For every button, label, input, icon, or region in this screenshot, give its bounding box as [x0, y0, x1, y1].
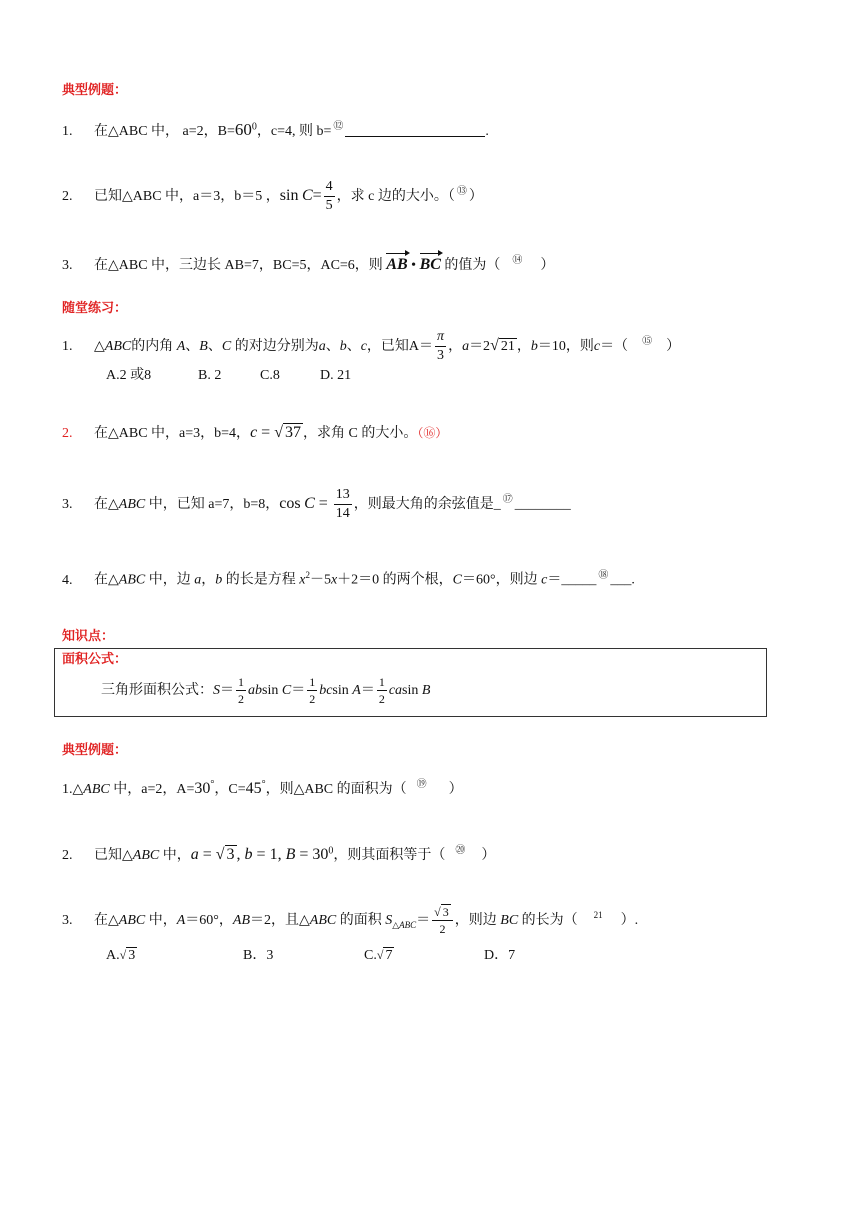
variable: a	[462, 339, 470, 354]
numerator: 1	[378, 675, 385, 690]
denominator: 2	[309, 692, 316, 707]
item-number: 1.	[62, 339, 73, 354]
degree-superscript: 0	[328, 845, 334, 857]
footnote-marker: ⑳	[455, 845, 466, 856]
text: 、	[207, 339, 222, 354]
option-b[interactable]: B．3	[243, 948, 274, 963]
denominator: 2	[378, 692, 385, 707]
text: ）	[468, 189, 483, 204]
text: ，则其面积等于（	[333, 848, 446, 863]
text: 的长为（	[518, 913, 578, 928]
degree-mark: °	[210, 779, 215, 790]
angle-value: 45	[245, 780, 262, 797]
item-number: 2.	[62, 426, 73, 441]
example-2	[62, 172, 483, 217]
text: =	[257, 424, 275, 441]
option-d[interactable]: D．7	[484, 948, 516, 963]
angle-value: 60	[234, 120, 252, 139]
variable: C	[301, 187, 313, 204]
text: ）	[666, 339, 681, 354]
section-heading-knowledge: 知识点：	[62, 629, 115, 644]
variable: C	[304, 495, 315, 512]
footnote-marker: （⑯）	[417, 426, 448, 440]
variable: C	[452, 572, 463, 588]
text: 的长是方程	[222, 572, 300, 588]
function-name: sin	[279, 187, 299, 204]
variable: x	[330, 572, 338, 588]
text: =	[198, 846, 216, 863]
text: －5	[309, 572, 331, 588]
text: =	[312, 187, 322, 204]
variable: B	[199, 339, 208, 354]
variable: ABC	[104, 339, 132, 354]
variable: c	[360, 339, 367, 354]
variable: B	[421, 683, 431, 698]
text: sin	[402, 683, 422, 698]
item-number: 2.	[62, 848, 73, 863]
text: sin	[262, 683, 282, 698]
text: =	[314, 495, 332, 512]
text: 三角形面积公式：	[101, 683, 213, 698]
practice-1: 1. △ABC的内角 A、B、C 的对边分别为a、b、c，已知A＝ $\frac{\pi}{3}$ ，a＝2√ 21 ，b＝10，则c＝（ ⑮ ）	[62, 322, 680, 367]
text: C.	[364, 948, 377, 963]
variable: A	[176, 913, 186, 928]
practice-2: 2. 在△ABC 中，a=3，b=4，c = √ 37 ，求角 C 的大小。（⑯）	[62, 424, 448, 441]
variable: ABC	[118, 497, 146, 512]
variable: ABC	[118, 913, 146, 928]
text: ,	[236, 846, 245, 863]
function-name: cos	[279, 495, 301, 512]
practice-3	[62, 480, 571, 525]
radicand: 3	[128, 948, 136, 963]
text: = 30	[295, 846, 329, 863]
denominator: 14	[335, 506, 350, 522]
example-3	[62, 252, 554, 275]
text: ＝60°，则边	[462, 572, 542, 588]
variable: b	[530, 339, 538, 354]
variable: b	[339, 339, 347, 354]
text: 中，	[145, 913, 177, 928]
text: ）	[448, 782, 463, 797]
answer-blank[interactable]: ___.	[610, 572, 635, 588]
text: 在△ABC 中，a=3，b=4，	[94, 426, 251, 441]
variable: c	[250, 424, 258, 441]
footnote-marker: ⑰	[502, 494, 513, 505]
numerator: 1	[309, 675, 316, 690]
radicand: 7	[385, 948, 393, 963]
option-c[interactable]: C.8	[260, 368, 280, 383]
formula-box-title: 面积公式：	[62, 652, 128, 667]
variable: C	[281, 683, 292, 698]
text: ，求 c 边的大小。（	[336, 189, 455, 204]
angle-value: 30	[194, 780, 211, 797]
fraction	[236, 676, 246, 705]
text: 在△	[94, 497, 119, 512]
example-2-3-options	[106, 946, 515, 965]
item-number: 3.	[62, 258, 73, 273]
example-2-3	[62, 895, 638, 945]
text: 的面积	[336, 913, 386, 928]
answer-blank[interactable]: ________	[514, 497, 571, 512]
variable: ABC	[132, 848, 160, 863]
text: ，	[448, 339, 463, 354]
fraction	[334, 488, 352, 521]
variable: b	[215, 572, 223, 588]
radicand: 21	[500, 339, 515, 354]
variable: a	[194, 572, 202, 588]
text: ，	[516, 339, 531, 354]
text: ，c=4, 则 b=	[256, 124, 332, 139]
text: 在△	[94, 913, 119, 928]
footnote-marker: ⑬	[456, 186, 467, 197]
text: ）.	[620, 913, 639, 928]
denominator: 5	[325, 198, 333, 214]
example-1	[62, 118, 489, 141]
text: 、	[185, 339, 200, 354]
text: 、	[346, 339, 361, 354]
degree-superscript: 0	[251, 121, 257, 133]
vector-ab: AB	[386, 256, 408, 273]
item-number: 3.	[62, 497, 73, 512]
variable: AB	[232, 913, 251, 928]
numerator: 13	[334, 488, 352, 505]
text: ，	[201, 572, 216, 588]
formula-box	[54, 648, 767, 717]
item-number: 3.	[62, 913, 73, 928]
text: ＋2＝0 的两个根，	[337, 572, 453, 588]
text: ＝（	[600, 339, 629, 354]
text: ＝	[360, 683, 375, 698]
text: 的内角	[131, 339, 177, 354]
radicand: 37	[284, 424, 301, 441]
answer-blank[interactable]	[345, 122, 485, 137]
text: A.	[106, 948, 120, 963]
option-b[interactable]: B. 2	[198, 368, 222, 383]
text: = 1,	[252, 846, 286, 863]
radicand: 3	[442, 905, 449, 920]
footnote-marker: ⑲	[416, 779, 427, 790]
text: ，则△ABC 的面积为（	[265, 782, 407, 797]
text: 中，边	[145, 572, 195, 588]
footnote-marker: ⑮	[642, 336, 653, 347]
area-formula	[101, 671, 430, 711]
variable: ab	[248, 683, 262, 698]
degree-mark: °	[261, 779, 266, 790]
numerator: π	[435, 330, 446, 347]
variable: bc	[319, 683, 333, 698]
text: ）	[540, 258, 555, 273]
variable: B	[285, 846, 296, 863]
fraction	[377, 676, 387, 705]
text: ，C=	[214, 782, 246, 797]
text: 中，a=2，A=	[109, 782, 195, 797]
footnote-marker: ⑭	[512, 255, 523, 266]
footnote-marker: ⑱	[598, 569, 609, 581]
example-2-2: 2. 已知△ABC 中，a = √ 3 , b = 1, $B = 30^0$，则其面积等于（ ⑳ ）	[62, 845, 496, 863]
text: ＝	[220, 683, 234, 698]
text: ，则边	[454, 913, 501, 928]
dot-operator: •	[411, 258, 417, 273]
item-number: 2.	[62, 189, 73, 204]
fraction	[435, 330, 446, 363]
denominator: 2	[439, 922, 446, 937]
text: ＝	[291, 683, 306, 698]
variable: ABC	[83, 782, 110, 797]
exponent: 2	[305, 570, 310, 580]
text: ＝2，且△	[250, 913, 310, 928]
denominator: 2	[238, 692, 244, 707]
text: ，求角 C 的大小。	[302, 426, 418, 441]
variable: C	[221, 339, 232, 354]
practice-1-options	[106, 367, 351, 385]
text: 、	[325, 339, 340, 354]
text: .	[485, 124, 489, 139]
item-number: 1.△	[62, 782, 84, 797]
variable: A	[176, 339, 186, 354]
section-heading-examples: 典型例题：	[62, 83, 128, 98]
numerator: 1	[238, 675, 244, 690]
variable: S	[213, 683, 220, 698]
subscript: △ABC	[392, 919, 417, 930]
radicand: 3	[226, 846, 235, 863]
footnote-marker: 21	[593, 910, 603, 920]
text: ＝60°，	[185, 913, 233, 928]
numerator: 4	[324, 180, 335, 197]
variable: ABC	[309, 913, 337, 928]
text: ＝	[416, 913, 431, 928]
variable: ca	[388, 683, 403, 698]
denominator: 3	[437, 348, 445, 364]
text: 的对边分别为	[231, 339, 319, 354]
variable: b	[244, 846, 253, 863]
text: 在△ABC 中， a=2，B=	[94, 124, 235, 139]
option-a[interactable]: A.√ 3	[106, 948, 136, 963]
text: 中，已知 a=7，b=8，	[145, 497, 280, 512]
section-heading-practice: 随堂练习：	[62, 301, 128, 316]
text: 的值为（	[444, 258, 501, 273]
vector-bc: BC	[419, 256, 441, 273]
text: ，则最大角的余弦值是_	[353, 497, 501, 512]
item-number: 1.	[62, 124, 73, 139]
section-heading-examples-2: 典型例题：	[62, 743, 128, 758]
variable: A	[352, 683, 361, 698]
text: 在△ABC 中，三边长 AB=7，BC=5，AC=6，则	[94, 258, 383, 273]
fraction	[307, 676, 317, 705]
text: ＝2	[469, 339, 491, 354]
text: 在△	[94, 572, 119, 588]
answer-blank[interactable]: ＝_____	[547, 572, 597, 588]
fraction: $\frac{√ 3}{2}$	[432, 906, 453, 935]
text: 已知△ABC 中，a＝3，b＝5 ，	[94, 189, 280, 204]
variable: a	[318, 339, 326, 354]
variable: ABC	[118, 572, 146, 588]
variable: x	[299, 572, 306, 588]
variable: c	[541, 572, 548, 588]
option-c[interactable]: C.√ 7	[364, 948, 393, 963]
text: ）	[481, 848, 496, 863]
text: sin	[332, 683, 353, 698]
variable: c	[593, 339, 601, 354]
item-number: 4.	[62, 572, 73, 588]
variable: a	[190, 846, 199, 863]
fraction	[324, 180, 335, 213]
text: 已知△	[94, 848, 133, 863]
practice-4	[62, 566, 635, 590]
option-d[interactable]: D. 21	[320, 368, 352, 383]
text: ＝10，则	[537, 339, 594, 354]
example-2-1	[62, 776, 463, 799]
footnote-marker: ⑫	[333, 121, 344, 132]
text: 中，	[159, 848, 191, 863]
variable: BC	[500, 913, 519, 928]
option-a[interactable]: A.2 或8	[106, 368, 152, 383]
text: ，已知A＝	[366, 339, 434, 354]
text: △	[94, 339, 105, 354]
variable: S	[385, 913, 393, 928]
